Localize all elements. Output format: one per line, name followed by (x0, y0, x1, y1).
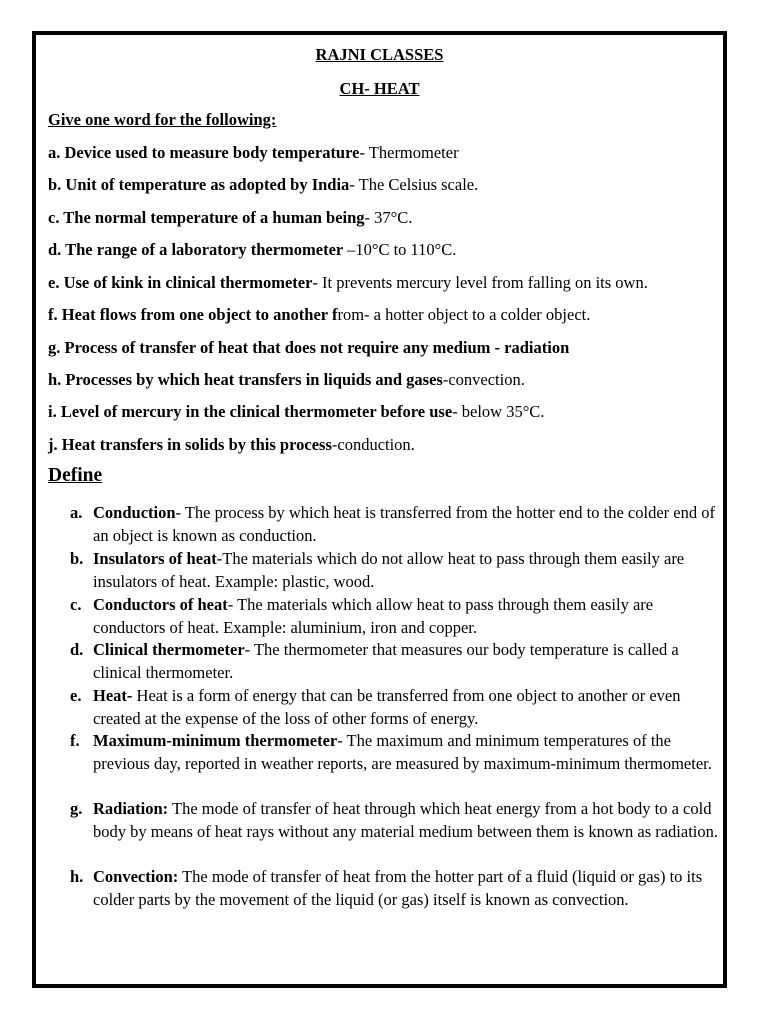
question: i. Level of mercury in the clinical thermometer before use (48, 402, 453, 421)
answer: rom- a hotter object to a colder object. (337, 305, 591, 324)
term: Radiation: (93, 799, 169, 818)
define-heading: Define (48, 465, 103, 486)
one-word-item (48, 370, 525, 390)
answer: - The Celsius scale. (349, 175, 479, 194)
term: Heat- (93, 686, 133, 705)
list-marker: e. (70, 686, 82, 705)
definition-text: The mode of transfer of heat through which heat energy from a hot body to a cold body by means of heat rays without any material medium between them is known as radiation. (93, 799, 719, 841)
worksheet-page (32, 31, 727, 988)
term: Insulators of heat (93, 549, 217, 568)
question: h. Processes by which heat transfers in liquids and gases (48, 370, 443, 389)
one-word-item (48, 175, 478, 195)
term: Convection: (93, 867, 179, 886)
one-word-item (48, 240, 456, 260)
list-marker: g. (70, 799, 83, 818)
definition-text: - The maximum and minimum temperatures of the previous day, reported in weather reports, are measured by maximum-minimum thermometer. (93, 731, 712, 773)
question: d. The range of a laboratory thermometer (48, 240, 348, 259)
answer: - Thermometer (359, 143, 459, 162)
one-word-item (48, 143, 459, 163)
question: a. Device used to measure body temperature (48, 143, 360, 162)
list-marker: f. (70, 731, 80, 750)
one-word-item (48, 338, 569, 358)
list-marker: h. (70, 867, 84, 886)
answer: - 37°C. (364, 208, 413, 227)
term: Conduction (93, 503, 176, 522)
question: c. The normal temperature of a human being (48, 208, 365, 227)
definition-text: - The materials which allow heat to pass through them easily are conductors of heat. Example: aluminium, iron and copper. (93, 595, 654, 637)
answer: - It prevents mercury level from falling on its own. (312, 273, 648, 292)
one-word-item (48, 305, 590, 325)
list-marker: a. (70, 503, 83, 522)
one-word-item (48, 402, 544, 422)
definition-text: -The materials which do not allow heat to pass through them easily are insulators of heat. Example: plastic, wood. (93, 549, 685, 591)
chapter-title: CH- HEAT (339, 79, 420, 98)
list-marker: d. (70, 640, 84, 659)
answer: –10°C to 110°C. (347, 240, 457, 259)
question: f. Heat flows from one object to another f (48, 305, 338, 324)
one-word-item (48, 273, 648, 293)
page-title: RAJNI CLASSES (315, 45, 444, 64)
question: e. Use of kink in clinical thermometer (48, 273, 313, 292)
one-word-heading: Give one word for the following: (48, 110, 277, 129)
definition-text: The mode of transfer of heat from the hotter part of a fluid (liquid or gas) to its colder parts by the movement of the liquid (or gas) itself is known as convection. (93, 867, 703, 909)
answer: -convection. (442, 370, 525, 389)
definition-text: - The thermometer that measures our body temperature is called a clinical thermometer. (93, 640, 679, 682)
one-word-item (48, 435, 415, 455)
question: b. Unit of temperature as adopted by India (48, 175, 350, 194)
one-word-item (48, 208, 412, 228)
list-marker: c. (70, 595, 82, 614)
answer: -conduction. (331, 435, 415, 454)
term: Maximum-minimum thermometer (93, 731, 338, 750)
answer: - below 35°C. (452, 402, 545, 421)
question: j. Heat transfers in solids by this process (48, 435, 332, 454)
definition-text: - The process by which heat is transferred from the hotter end to the colder end of an object is known as conduction. (93, 503, 715, 545)
list-marker: b. (70, 549, 84, 568)
term: Clinical thermometer (93, 640, 245, 659)
question: g. Process of transfer of heat that does not require any medium - radiation (48, 338, 570, 357)
term: Conductors of heat (93, 595, 228, 614)
definition-text: Heat is a form of energy that can be transferred from one object to another or even created at the expense of the loss of other forms of energy. (93, 686, 681, 728)
